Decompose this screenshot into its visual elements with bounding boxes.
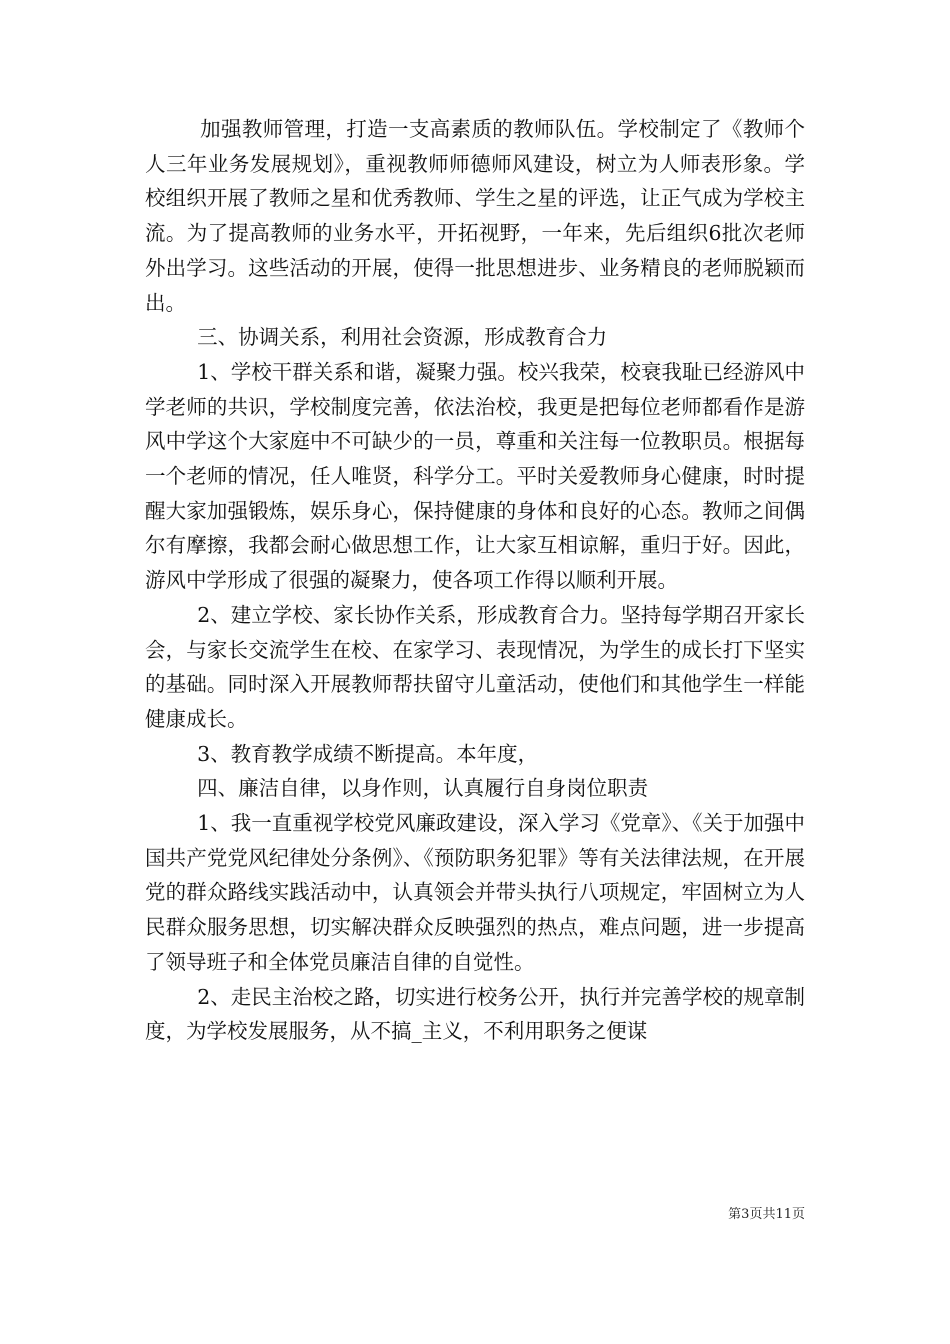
paragraph-teaching-results: 3、教育教学成绩不断提高。本年度， (145, 741, 539, 766)
paragraph-democratic-governance: 2、走民主治校之路，切实进行校务公开，执行并完善学校的规章制度，为学校发展服务，从不搞_主义，不利用职务之便谋 (145, 984, 805, 1044)
paragraph-parent-cooperation: 2、建立学校、家长协作关系，形成教育合力。坚持每学期召开家长会，与家长交流学生在校、在家学习、表现情况，为学生的成长打下坚实的基础。同时深入开展教师帮扶留守儿童活动，使他们和其他学生一样能健康成长。 (145, 602, 805, 731)
paragraph-party-integrity: 1、我一直重视学校党风廉政建设，深入学习《党章》、《关于加强中国共产党党风纪律处分条例》、《预防职务犯罪》等有关法律法规，在开展党的群众路线实践活动中，认真领会并带头执行八项规定，牢固树立为人民群众服务思想，切实解决群众反映强烈的热点，难点问题，进一步提高了领导班子和全体党员廉洁自律的自觉性。 (145, 811, 805, 974)
heading-section-three: 三、协调关系，利用社会资源，形成教育合力 (145, 325, 608, 350)
document-body (145, 112, 805, 1049)
paragraph-cadre-relations: 1、学校干群关系和谐，凝聚力强。校兴我荣，校衰我耻已经游风中学老师的共识，学校制度完善，依法治校，我更是把每位老师都看作是游风中学这个大家庭中不可缺少的一员，尊重和关注每一位教职员。根据每一个老师的情况，任人唯贤，科学分工。平时关爱教师身心健康，时时提醒大家加强锻炼，娱乐身心，保持健康的身体和良好的心态。教师之间偶尔有摩擦，我都会耐心做思想工作，让大家互相谅解，重归于好。因此，游风中学形成了很强的凝聚力，使各项工作得以顺利开展。 (145, 359, 805, 593)
heading-section-four: 四、廉洁自律，以身作则，认真履行自身岗位职责 (145, 776, 649, 801)
page-number-footer: 第3页共11页 (728, 1207, 805, 1222)
paragraph-teacher-management: 加强教师管理，打造一支高素质的教师队伍。学校制定了《教师个人三年业务发展规划》，重视教师师德师风建设，树立为人师表形象。学校组织开展了教师之星和优秀教师、学生之星的评选，让正气成为学校主流。为了提高教师的业务水平，开拓视野，一年来，先后组织6批次老师外出学习。这些活动的开展，使得一批思想进步、业务精良的老师脱颖而出。 (145, 117, 805, 315)
